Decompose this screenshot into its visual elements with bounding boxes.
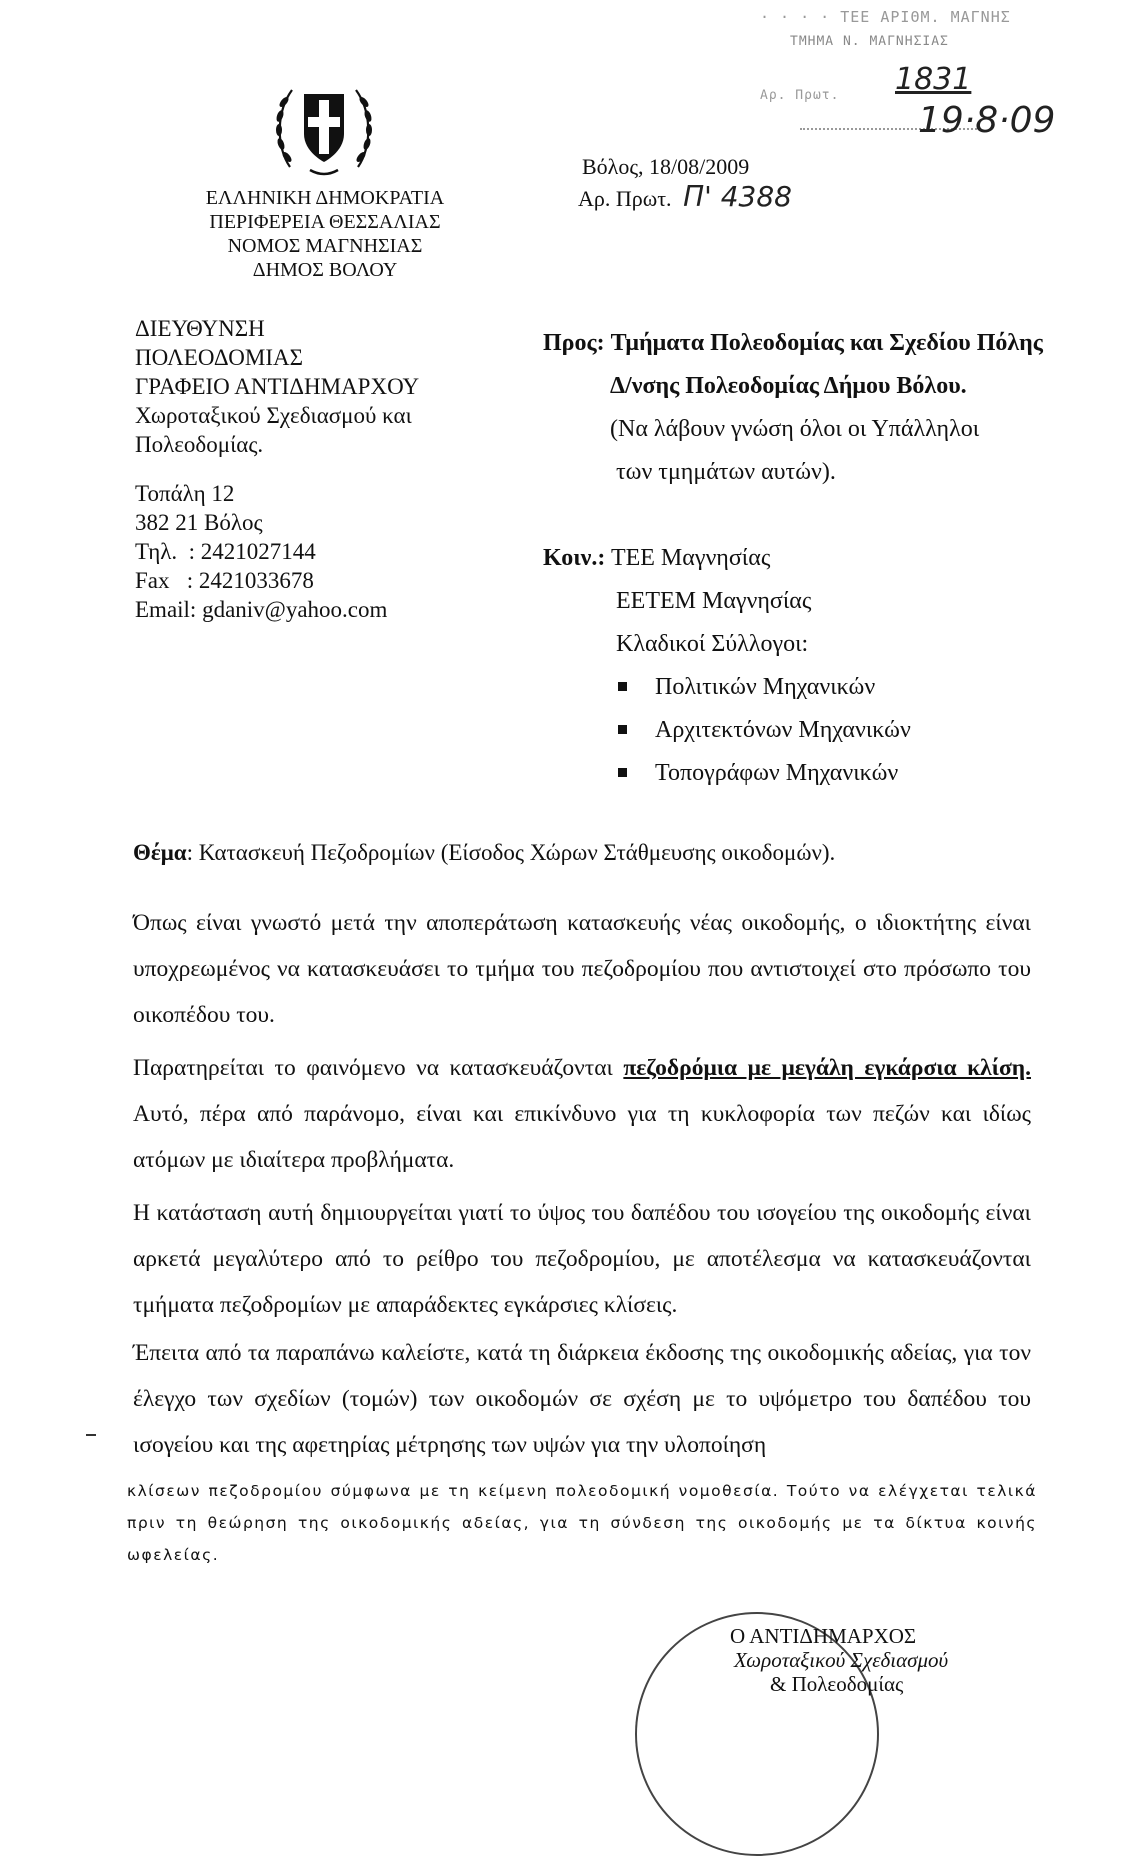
cc-bullet-text: Πολιτικών Μηχανικών	[655, 674, 876, 700]
margin-mark	[86, 1434, 96, 1436]
cc-line-3: Κλαδικοί Σύλλογοι:	[616, 631, 809, 657]
coat-of-arms-emblem	[270, 72, 378, 182]
sender-address-1: Τοπάλη 12	[135, 481, 235, 506]
sender-email: Email: gdaniv@yahoo.com	[135, 597, 388, 622]
cc-line-1	[543, 537, 911, 580]
header-line-4: ΔΗΜΟΣ ΒΟΛΟΥ	[252, 259, 398, 281]
paragraph-1: Όπως είναι γνωστό μετά την αποπεράτωση κατασκευής νέας οικοδομής, ο ιδιοκτήτης είναι υποχρεωμένος να κατασκευάσει το τμήμα του πεζοδρομίου που αντιστοιχεί στο πρόσωπο του οικοπέδου του.	[133, 910, 1031, 1028]
paragraph-2-emphasis: πεζοδρόμια με μεγάλη εγκάρσια κλίση.	[623, 1055, 1031, 1081]
protocol-number	[578, 180, 792, 213]
letter-date: Βόλος, 18/08/2009	[582, 154, 750, 179]
recipients-to	[543, 322, 1043, 494]
sender-line-3: ΓΡΑΦΕΙΟ ΑΝΤΙΔΗΜΑΡΧΟΥ	[135, 374, 420, 399]
cc-bullet-1	[543, 666, 911, 709]
to-line-2: Δ/νσης Πολεοδομίας Δήμου Βόλου.	[610, 373, 967, 399]
cc-bullet-text: Τοπογράφων Μηχανικών	[655, 760, 899, 786]
sender-block	[135, 314, 419, 624]
protocol-handwritten: Π' 4388	[683, 180, 792, 213]
header-line-1: ΕΛΛΗΝΙΚΗ ΔΗΜΟΚΡΑΤΙΑ	[205, 187, 445, 209]
stamp-number-label: Αρ. Πρωτ.	[760, 88, 840, 103]
paragraph-4: Έπειτα από τα παραπάνω καλείστε, κατά τη διάρκεια έκδοσης της οικοδομικής αδείας, για τον έλεγχο των σχεδίων (τομών) των οικοδομών σε σχέση με το υψόμετρο του δαπέδου του ισογείου και της αφετηρίας μέτρησης των υψών για την υλοποίηση	[133, 1340, 1031, 1458]
bullet-icon	[618, 682, 627, 691]
signature-line-1: Ο ΑΝΤΙΔΗΜΑΡΧΟΣ	[730, 1624, 917, 1648]
cc-text-1: ΤΕΕ Μαγνησίας	[610, 545, 771, 571]
header-line-3: ΝΟΜΟΣ ΜΑΓΝΗΣΙΑΣ	[227, 235, 423, 257]
signature-line-3: & Πολεοδομίας	[770, 1672, 904, 1696]
paragraph-2-start: Παρατηρείται το φαινόμενο να κατασκευάζονται	[133, 1055, 624, 1081]
signature-line-2: Χωροταξικού Σχεδιασμού	[734, 1648, 949, 1672]
stamp-top-line-1: · · · · ΤΕΕ ΑΡΙΘΜ. ΜΑΓΝΗΣ	[760, 8, 1011, 26]
cc-bullet-2	[543, 709, 911, 752]
bullet-icon	[618, 725, 627, 734]
sender-line-5: Πολεοδομίας.	[135, 432, 264, 457]
header-line-2: ΠΕΡΙΦΕΡΕΙΑ ΘΕΣΣΑΛΙΑΣ	[209, 211, 441, 233]
to-label: Προς:	[543, 330, 605, 356]
to-line-1	[543, 322, 1043, 365]
to-text-1: Τμήματα Πολεοδομίας και Σχεδίου Πόλης	[610, 330, 1043, 356]
paragraph-5: κλίσεων πεζοδρομίου σύμφωνα με τη κείμενη πολεοδομική νομοθεσία. Τούτο να ελέγχεται τελικά πριν τη θεώρηση της οικοδομικής αδείας, για τη σύνδεση της οικοδομής με τα δίκτυα κοινής ωφελείας.	[127, 1482, 1037, 1564]
subject-line	[133, 840, 835, 866]
sender-line-2: ΠΟΛΕΟΔΟΜΙΑΣ	[135, 345, 303, 370]
subject-text: : Κατασκευή Πεζοδρομίων (Είσοδος Χώρων Στάθμευσης οικοδομών).	[186, 840, 836, 865]
sender-line-1: ΔΙΕΥΘΥΝΣΗ	[135, 316, 265, 341]
cc-bullet-3	[543, 752, 911, 795]
stamp-number-value	[895, 62, 971, 97]
protocol-label: Αρ. Πρωτ.	[578, 186, 672, 211]
sender-phone: Τηλ. : 2421027144	[135, 539, 316, 564]
to-line-3: (Να λάβουν γνώση όλοι οι Υπάλληλοι	[610, 416, 980, 442]
to-line-4: των τμημάτων αυτών).	[616, 459, 836, 485]
sender-line-4: Χωροταξικού Σχεδιασμού και	[135, 403, 412, 428]
paragraph-3: Η κατάσταση αυτή δημιουργείται γιατί το ύψος του δαπέδου του ισογείου της οικοδομής είναι αρκετά μεγαλύτερο από το ρείθρο του πεζοδρομίου, με αποτέλεσμα να κατασκευάζονται τμήματα πεζοδρομίων με απαράδεκτες εγκάρσιες κλίσεις.	[133, 1200, 1031, 1318]
paragraph-2	[133, 1045, 1031, 1183]
stamp-number-text: 1831	[895, 62, 972, 97]
cc-label: Κοιν.:	[543, 545, 606, 571]
paragraph-2-end: Αυτό, πέρα από παράνομο, είναι και επικίνδυνο για τη κυκλοφορία των πεζών και ιδίως ατόμων με ιδιαίτερα προβλήματα.	[133, 1101, 1031, 1173]
cc-line-2: ΕΕΤΕΜ Μαγνησίας	[616, 588, 812, 614]
signature-block	[730, 1624, 948, 1696]
recipients-cc	[543, 537, 911, 795]
sender-address-2: 382 21 Βόλος	[135, 510, 263, 535]
subject-label: Θέμα	[133, 840, 187, 865]
cc-bullet-text: Αρχιτεκτόνων Μηχανικών	[655, 717, 911, 743]
stamp-top-line-2: ΤΜΗΜΑ Ν. ΜΑΓΝΗΣΙΑΣ	[790, 34, 949, 49]
stamp-date-value: 19·8·09	[918, 100, 1056, 141]
bullet-icon	[618, 768, 627, 777]
sender-fax: Fax : 2421033678	[135, 568, 314, 593]
